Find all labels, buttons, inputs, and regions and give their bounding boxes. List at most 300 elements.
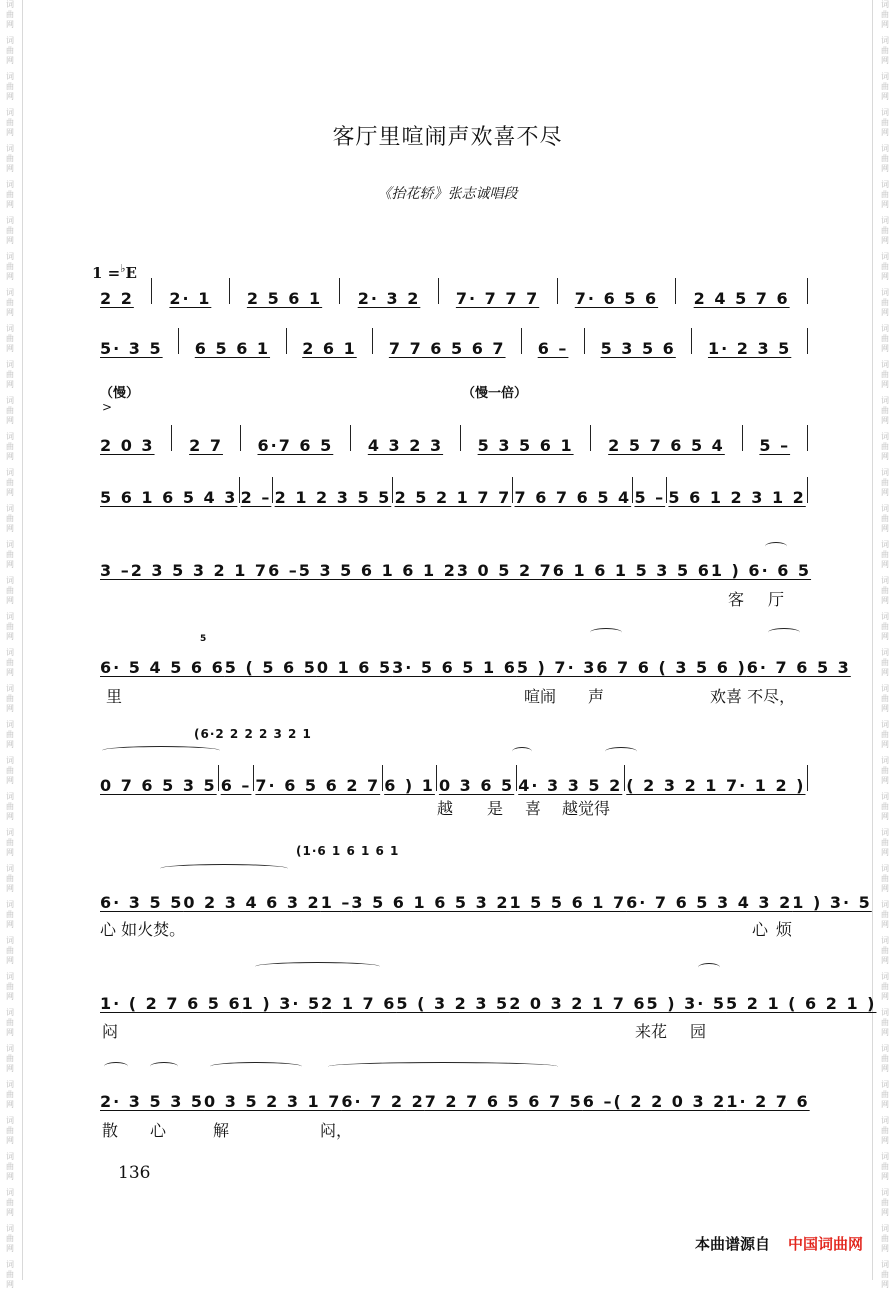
watermark-glyph: 曲 xyxy=(6,622,14,631)
measure: 0 1 6 5 xyxy=(316,658,393,677)
barline xyxy=(372,328,373,354)
watermark-glyph: 网 xyxy=(881,92,889,101)
watermark-glyph: 曲 xyxy=(881,730,889,739)
slur xyxy=(698,963,720,972)
key-note: E xyxy=(125,264,137,282)
watermark-glyph: 网 xyxy=(6,92,14,101)
watermark-glyph: 网 xyxy=(6,1280,14,1289)
watermark-gap xyxy=(3,1290,17,1296)
measure: 6 7 6 ( 3 5 6 ) xyxy=(596,658,747,677)
measure: 6· 5 4 5 6 6 xyxy=(100,658,225,677)
watermark-glyph: 网 xyxy=(6,848,14,857)
watermark-glyph: 词 xyxy=(6,576,14,585)
watermark-glyph: 曲 xyxy=(6,730,14,739)
watermark-glyph: 网 xyxy=(881,920,889,929)
watermark-glyph: 网 xyxy=(6,164,14,173)
page-number: 136 xyxy=(118,1163,151,1183)
barline xyxy=(590,425,591,451)
watermark-glyph: 词 xyxy=(881,864,889,873)
measure: 2· 3 5 3 5 xyxy=(100,1092,205,1111)
measure: 5 ) 3· 5 xyxy=(646,994,727,1013)
watermark-glyph: 曲 xyxy=(881,982,889,991)
song-title: 客厅里喧闹声欢喜不尽 xyxy=(332,125,563,150)
watermark-glyph: 曲 xyxy=(6,1270,14,1279)
watermark-glyph: 词 xyxy=(881,648,889,657)
watermark-glyph: 网 xyxy=(881,884,889,893)
watermark-glyph: 网 xyxy=(881,848,889,857)
watermark-glyph: 词 xyxy=(881,72,889,81)
measure: 0 2 3 4 6 3 2 xyxy=(183,893,321,912)
barline xyxy=(675,278,676,304)
watermark-glyph: 词 xyxy=(881,0,889,9)
watermark-glyph: 曲 xyxy=(6,910,14,919)
watermark-glyph: 曲 xyxy=(881,694,889,703)
watermark-glyph: 曲 xyxy=(881,838,889,847)
barline xyxy=(742,425,743,451)
barline xyxy=(350,425,351,451)
lyric: 是 xyxy=(487,799,504,818)
watermark-glyph: 词 xyxy=(881,1044,889,1053)
measure: 6 – xyxy=(582,1092,614,1111)
watermark-glyph: 网 xyxy=(6,20,14,29)
watermark-glyph: 曲 xyxy=(881,586,889,595)
notation-row xyxy=(100,328,808,358)
slur xyxy=(160,864,288,873)
watermark-glyph: 曲 xyxy=(6,10,14,19)
watermark-glyph: 词 xyxy=(881,684,889,693)
watermark-glyph: 曲 xyxy=(6,262,14,271)
watermark-glyph: 网 xyxy=(881,236,889,245)
watermark-glyph: 词 xyxy=(6,1008,14,1017)
watermark-glyph: 曲 xyxy=(6,154,14,163)
measure: 5 3 5 6 xyxy=(600,339,676,358)
watermark-glyph: 曲 xyxy=(881,874,889,883)
lyric: 喜 xyxy=(525,799,542,818)
measure: 1· 2 7 6 xyxy=(726,1092,810,1111)
watermark-glyph: 曲 xyxy=(6,370,14,379)
measure: 6· 7 6 5 3 4 3 2 xyxy=(626,893,793,912)
lyric: 闷， xyxy=(320,1121,353,1140)
watermark-glyph: 网 xyxy=(881,992,889,1001)
watermark-glyph: 曲 xyxy=(881,334,889,343)
watermark-glyph: 网 xyxy=(881,488,889,497)
watermark-glyph: 词 xyxy=(881,972,889,981)
watermark-glyph: 网 xyxy=(881,524,889,533)
slur xyxy=(768,628,800,637)
watermark-glyph: 词 xyxy=(6,1188,14,1197)
watermark-glyph: 曲 xyxy=(6,478,14,487)
watermark-glyph: 曲 xyxy=(881,1270,889,1279)
slur xyxy=(104,1062,128,1071)
watermark-glyph: 曲 xyxy=(6,946,14,955)
measure: 6 ) 1 xyxy=(384,776,435,795)
barline xyxy=(807,765,808,791)
watermark-glyph: 网 xyxy=(881,416,889,425)
watermark-glyph: 词 xyxy=(881,216,889,225)
watermark-glyph: 词 xyxy=(881,504,889,513)
measure: 6· 3 5 5 xyxy=(100,893,184,912)
measure: 4· 3 3 5 2 xyxy=(518,776,623,795)
watermark-glyph: 曲 xyxy=(6,586,14,595)
barline xyxy=(218,765,219,791)
watermark-glyph: 词 xyxy=(881,1224,889,1233)
watermark-glyph: 网 xyxy=(881,956,889,965)
slur xyxy=(512,747,532,756)
measure: 5 2 1 ( 6 2 1 ) xyxy=(726,994,877,1013)
grace-note: 5 xyxy=(200,634,208,644)
measure: 5 6 1 6 5 4 3 xyxy=(100,488,238,507)
watermark-glyph: 曲 xyxy=(881,550,889,559)
barline xyxy=(286,328,287,354)
barline xyxy=(624,765,625,791)
measure: 3 0 5 2 7 xyxy=(456,561,553,580)
barline xyxy=(632,477,633,503)
lyric: 客 xyxy=(728,590,745,609)
measure: 3 5 6 1 6 5 3 2 xyxy=(351,893,510,912)
watermark-glyph: 曲 xyxy=(6,802,14,811)
watermark-glyph: 词 xyxy=(6,288,14,297)
measure: 1 ) 6· 6 5 xyxy=(710,561,812,580)
slur xyxy=(255,962,380,971)
watermark-glyph: 曲 xyxy=(6,982,14,991)
watermark-glyph: 词 xyxy=(6,1080,14,1089)
watermark-glyph: 曲 xyxy=(6,118,14,127)
lyric: 心 如火焚。 xyxy=(100,920,186,939)
watermark-glyph: 网 xyxy=(6,1172,14,1181)
notation-row xyxy=(100,477,808,507)
watermark-glyph: 曲 xyxy=(881,910,889,919)
measure: 5 3 5 6 1 xyxy=(477,436,574,455)
watermark-glyph: 词 xyxy=(6,1152,14,1161)
measure: 0 3 6 5 xyxy=(438,776,515,795)
watermark-glyph: 曲 xyxy=(881,1126,889,1135)
watermark-glyph: 网 xyxy=(6,992,14,1001)
watermark-glyph: 网 xyxy=(881,740,889,749)
watermark-glyph: 曲 xyxy=(881,802,889,811)
watermark-glyph: 词 xyxy=(6,792,14,801)
measure: 1 5 5 6 1 7 xyxy=(509,893,627,912)
source-site-link[interactable]: 中国词曲网 xyxy=(787,1235,863,1253)
watermark-glyph: 网 xyxy=(6,452,14,461)
watermark-glyph: 词 xyxy=(881,1152,889,1161)
watermark-glyph: 曲 xyxy=(6,838,14,847)
watermark-glyph: 网 xyxy=(6,380,14,389)
watermark-glyph: 网 xyxy=(881,668,889,677)
barline xyxy=(240,425,241,451)
tempo-mark-slow: （慢） xyxy=(100,386,140,401)
watermark-glyph: 曲 xyxy=(881,658,889,667)
measure: 7 6 7 6 5 4 xyxy=(514,488,632,507)
barline xyxy=(584,328,585,354)
barline xyxy=(512,477,513,503)
measure: 2 5 2 1 7 7 xyxy=(394,488,512,507)
watermark-glyph: 词 xyxy=(881,612,889,621)
barline xyxy=(460,425,461,451)
barline xyxy=(438,278,439,304)
watermark-glyph: 网 xyxy=(6,740,14,749)
barline xyxy=(666,477,667,503)
measure: 2 1 7 6 xyxy=(321,994,397,1013)
watermark-glyph: 曲 xyxy=(881,46,889,55)
watermark-glyph: 曲 xyxy=(881,514,889,523)
lyric: 解 xyxy=(213,1121,230,1140)
watermark-glyph: 曲 xyxy=(6,1162,14,1171)
watermark-glyph: 词 xyxy=(6,828,14,837)
watermark-glyph: 网 xyxy=(6,704,14,713)
measure: 2 7 xyxy=(189,436,223,455)
watermark-glyph: 曲 xyxy=(881,10,889,19)
watermark-glyph: 网 xyxy=(881,596,889,605)
measure: 1· ( 2 7 6 5 6 xyxy=(100,994,242,1013)
measure: 2 5 7 6 5 4 xyxy=(608,436,725,455)
watermark-glyph: 曲 xyxy=(881,226,889,235)
watermark-glyph: 网 xyxy=(6,920,14,929)
measure: 5 – xyxy=(759,436,791,455)
slur xyxy=(765,542,787,551)
watermark-glyph: 曲 xyxy=(881,1198,889,1207)
watermark-glyph: 词 xyxy=(6,972,14,981)
watermark-glyph: 词 xyxy=(881,1116,889,1125)
watermark-glyph: 网 xyxy=(6,308,14,317)
watermark-glyph: 曲 xyxy=(6,1198,14,1207)
watermark-glyph: 网 xyxy=(881,308,889,317)
lyric: 里 xyxy=(106,687,123,706)
measure: 7· 6 5 6 xyxy=(574,289,659,308)
lyric: 烦 xyxy=(776,920,793,939)
barline xyxy=(436,765,437,791)
watermark-glyph: 曲 xyxy=(881,1054,889,1063)
ornament-line-7: (6·2 2 2 2 3 2 1 xyxy=(194,727,312,741)
measure: 6· 7 6 5 3 xyxy=(746,658,851,677)
lyric: 厅 xyxy=(768,590,785,609)
slur xyxy=(102,746,220,755)
watermark-glyph: 词 xyxy=(881,180,889,189)
measure: 5· 3 5 xyxy=(100,339,163,358)
watermark-glyph: 词 xyxy=(881,756,889,765)
measure: 6 – xyxy=(537,339,569,358)
watermark-glyph: 网 xyxy=(881,632,889,641)
notation-row xyxy=(100,765,808,795)
watermark-glyph: 曲 xyxy=(881,1018,889,1027)
measure: 2 2 xyxy=(100,289,134,308)
watermark-glyph: 网 xyxy=(6,884,14,893)
watermark-glyph: 网 xyxy=(881,1172,889,1181)
watermark-glyph: 网 xyxy=(6,200,14,209)
watermark-glyph: 网 xyxy=(6,1064,14,1073)
measure: 2 – xyxy=(240,488,272,507)
barline xyxy=(807,477,808,503)
measure: 2 0 3 xyxy=(100,436,155,455)
watermark-glyph: 网 xyxy=(6,1028,14,1037)
measure: 2 0 3 2 1 7 6 xyxy=(509,994,647,1013)
flat-sign: ♭ xyxy=(120,262,126,275)
watermark-glyph: 曲 xyxy=(881,190,889,199)
watermark-glyph: 网 xyxy=(6,1100,14,1109)
measure: 1 ) 3· 5 xyxy=(241,994,322,1013)
watermark-glyph: 曲 xyxy=(881,406,889,415)
measure: 2· 3 2 xyxy=(357,289,421,308)
song-subtitle: 《抬花轿》张志诚唱段 xyxy=(377,186,518,202)
watermark-glyph: 词 xyxy=(6,108,14,117)
barline xyxy=(807,425,808,451)
watermark-glyph: 词 xyxy=(881,288,889,297)
watermark-glyph: 曲 xyxy=(6,82,14,91)
watermark-glyph: 曲 xyxy=(6,550,14,559)
watermark-glyph: 词 xyxy=(6,72,14,81)
lyric: 声 xyxy=(588,687,605,706)
watermark-glyph: 曲 xyxy=(6,1018,14,1027)
measure: 4 3 2 3 xyxy=(367,436,444,455)
watermark-glyph: 网 xyxy=(881,1064,889,1073)
lyric: 越觉得 xyxy=(562,799,611,818)
measure: 1 ) 3· 5 xyxy=(792,893,872,912)
barline xyxy=(516,765,517,791)
watermark-glyph: 曲 xyxy=(6,874,14,883)
watermark-glyph: 词 xyxy=(881,360,889,369)
watermark-glyph: 网 xyxy=(6,524,14,533)
watermark-glyph: 词 xyxy=(6,360,14,369)
measure: 6 – xyxy=(268,561,299,580)
watermark-glyph: 词 xyxy=(6,0,14,9)
barline xyxy=(239,477,240,503)
watermark-glyph: 词 xyxy=(881,108,889,117)
watermark-glyph: 网 xyxy=(6,1244,14,1253)
barline xyxy=(171,425,172,451)
barline xyxy=(382,765,383,791)
watermark-glyph: 网 xyxy=(6,1208,14,1217)
lyric: 园 xyxy=(690,1022,707,1041)
watermark-glyph: 网 xyxy=(6,776,14,785)
watermark-glyph: 词 xyxy=(881,432,889,441)
measure: 7 2 7 6 5 6 7 5 xyxy=(424,1092,583,1111)
watermark-glyph: 曲 xyxy=(6,766,14,775)
notation-row xyxy=(100,550,812,580)
watermark-glyph: 网 xyxy=(6,1136,14,1145)
barline xyxy=(253,765,254,791)
measure: 6 – xyxy=(220,776,252,795)
watermark-glyph: 网 xyxy=(6,344,14,353)
watermark-glyph: 曲 xyxy=(881,1162,889,1171)
watermark-glyph: 曲 xyxy=(6,46,14,55)
measure: ( 2 2 0 3 2 xyxy=(613,1092,727,1111)
watermark-glyph: 词 xyxy=(6,864,14,873)
watermark-glyph: 词 xyxy=(6,504,14,513)
measure: 5 ( 5 6 5 xyxy=(224,658,317,677)
lyric: 越 xyxy=(437,799,454,818)
watermark-glyph: 词 xyxy=(6,540,14,549)
source-label: 本曲谱源自 xyxy=(694,1235,770,1253)
watermark-glyph: 曲 xyxy=(881,946,889,955)
watermark-glyph: 网 xyxy=(881,1244,889,1253)
watermark-glyph: 网 xyxy=(6,632,14,641)
watermark-glyph: 曲 xyxy=(6,1090,14,1099)
watermark-glyph: 网 xyxy=(881,452,889,461)
barline xyxy=(557,278,558,304)
watermark-glyph: 网 xyxy=(881,812,889,821)
measure: 1· 2 3 5 xyxy=(707,339,792,358)
watermark-glyph: 曲 xyxy=(881,766,889,775)
slur xyxy=(210,1062,302,1071)
watermark-glyph: 曲 xyxy=(6,658,14,667)
barline xyxy=(151,278,152,304)
watermark-glyph: 网 xyxy=(6,56,14,65)
measure: 5 ) 7· 3 xyxy=(516,658,597,677)
measure: 7 7 6 5 6 7 xyxy=(388,339,506,358)
measure: 2 1 2 3 5 5 xyxy=(274,488,392,507)
watermark-glyph: 网 xyxy=(6,488,14,497)
watermark-glyph: 词 xyxy=(6,324,14,333)
measure: 2 6 1 xyxy=(302,339,357,358)
measure: ( 2 3 2 1 7· 1 2 ) xyxy=(626,776,806,795)
watermark-glyph: 词 xyxy=(881,1260,889,1269)
key-prefix: 1 = xyxy=(92,264,121,282)
slur xyxy=(328,1062,558,1071)
watermark-glyph: 网 xyxy=(881,200,889,209)
measure: 6·7 6 5 xyxy=(257,436,334,455)
watermark-glyph: 词 xyxy=(881,468,889,477)
watermark-glyph: 网 xyxy=(6,128,14,137)
notation-row xyxy=(100,278,808,308)
watermark-glyph: 网 xyxy=(881,776,889,785)
measure: 6 1 6 1 5 3 5 6 xyxy=(552,561,711,580)
barline xyxy=(807,278,808,304)
watermark-glyph: 曲 xyxy=(6,514,14,523)
watermark-glyph: 网 xyxy=(881,272,889,281)
watermark-glyph: 词 xyxy=(6,1260,14,1269)
watermark-glyph: 网 xyxy=(881,56,889,65)
measure: 2 3 5 3 2 1 7 xyxy=(130,561,269,580)
watermark-glyph: 网 xyxy=(881,1208,889,1217)
watermark-glyph: 网 xyxy=(6,416,14,425)
watermark-glyph: 曲 xyxy=(881,1234,889,1243)
watermark-glyph: 曲 xyxy=(6,226,14,235)
measure: 6 5 6 1 xyxy=(194,339,271,358)
watermark-glyph: 曲 xyxy=(881,478,889,487)
barline xyxy=(178,328,179,354)
watermark-glyph: 曲 xyxy=(6,442,14,451)
barline xyxy=(521,328,522,354)
watermark-glyph: 网 xyxy=(881,1280,889,1289)
watermark-glyph: 词 xyxy=(881,792,889,801)
accent-mark: > xyxy=(102,400,113,414)
watermark-glyph: 曲 xyxy=(881,82,889,91)
watermark-glyph: 曲 xyxy=(881,1090,889,1099)
watermark-glyph: 词 xyxy=(6,648,14,657)
measure: 3 – xyxy=(100,561,131,580)
watermark-glyph: 曲 xyxy=(881,370,889,379)
measure: 6· 7 2 2 xyxy=(341,1092,425,1111)
watermark-glyph: 网 xyxy=(881,1136,889,1145)
barline xyxy=(229,278,230,304)
watermark-glyph: 词 xyxy=(6,432,14,441)
watermark-glyph: 曲 xyxy=(881,154,889,163)
watermark-glyph: 曲 xyxy=(6,1054,14,1063)
watermark-glyph: 词 xyxy=(6,180,14,189)
watermark-glyph: 网 xyxy=(881,1100,889,1109)
watermark-glyph: 曲 xyxy=(881,442,889,451)
watermark-glyph: 词 xyxy=(6,216,14,225)
watermark-glyph: 词 xyxy=(881,540,889,549)
measure: 2· 1 xyxy=(169,289,212,308)
ornament-line-8: (1·6 1 6 1 6 1 xyxy=(296,844,400,858)
watermark-glyph: 词 xyxy=(881,900,889,909)
watermark-glyph: 词 xyxy=(6,1116,14,1125)
notation-row xyxy=(100,983,877,1013)
watermark-glyph: 词 xyxy=(881,1188,889,1197)
watermark-glyph: 词 xyxy=(881,1080,889,1089)
watermark-glyph: 网 xyxy=(881,20,889,29)
measure: 0 3 5 2 3 1 7 xyxy=(204,1092,342,1111)
